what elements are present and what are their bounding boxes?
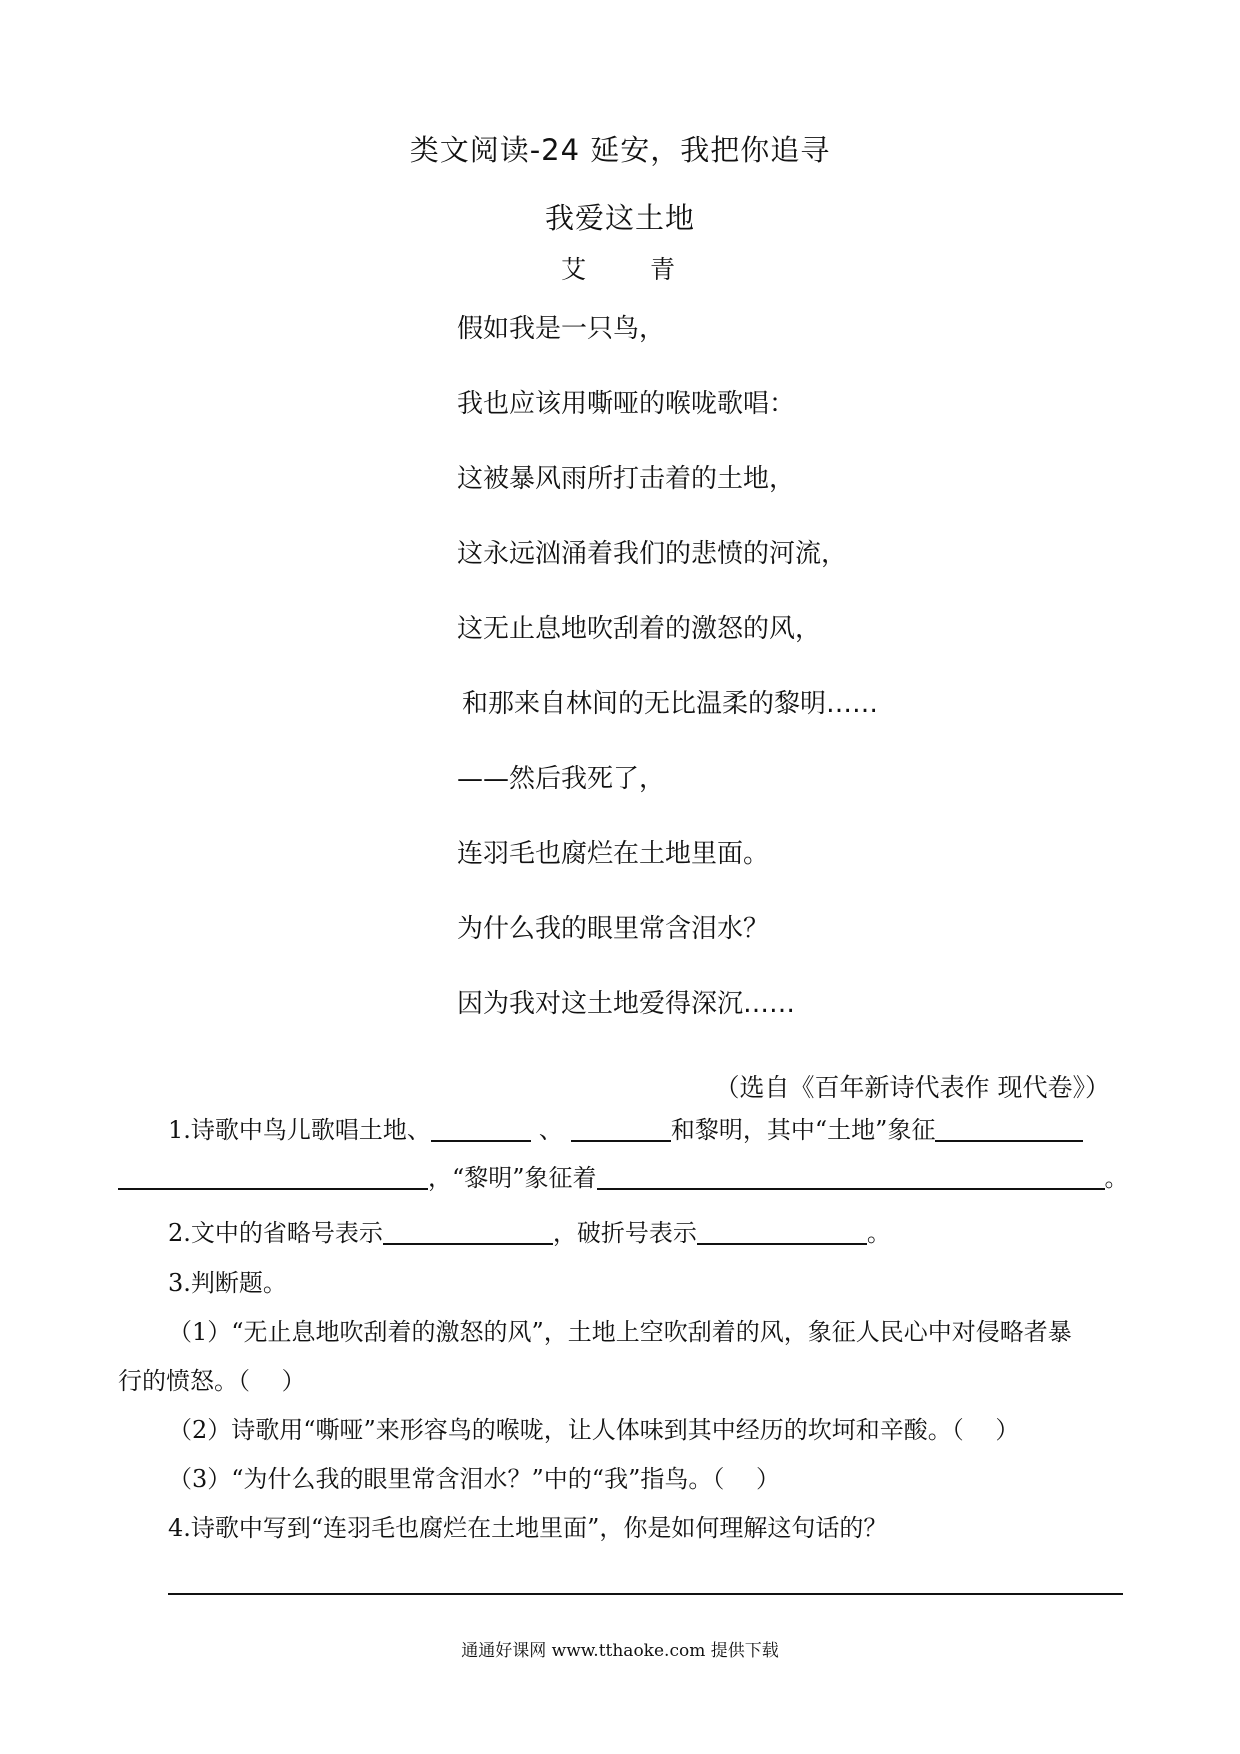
question-1-text-c: ，“黎明”象征着 <box>428 1164 597 1192</box>
question-3-1-line-1: （1）“无止息地吹刮着的激怒的风”，土地上空吹刮着的风，象征人民心中对侵略者暴 <box>168 1318 1072 1346</box>
poem-line: 和那来自林间的无比温柔的黎明…… <box>462 689 879 719</box>
question-3-2: （2）诗歌用“嘶哑”来形容鸟的喉咙，让人体味到其中经历的坎坷和辛酸。（ ） <box>168 1416 1020 1444</box>
question-2-end: 。 <box>866 1219 891 1247</box>
question-1-separator: 、 <box>538 1116 563 1144</box>
poem-title: 我爱这土地 <box>544 201 695 235</box>
question-1-line-2 <box>118 1162 1129 1194</box>
question-2-blank-1[interactable] <box>383 1217 553 1245</box>
question-1-blank-3[interactable] <box>935 1114 1083 1142</box>
question-1-blank-4[interactable] <box>118 1162 428 1190</box>
poem-body <box>457 312 878 1062</box>
question-1-blank-2[interactable] <box>571 1114 671 1142</box>
question-3-3: （3）“为什么我的眼里常含泪水？”中的“我”指鸟。（ ） <box>168 1465 780 1493</box>
poem-line: 因为我对这土地爱得深沉…… <box>457 989 796 1019</box>
question-2 <box>168 1217 891 1249</box>
poem-line: 这被暴风雨所打击着的土地， <box>457 464 796 494</box>
question-1-blank-5[interactable] <box>597 1162 1105 1190</box>
question-1-text-a: 1.诗歌中鸟儿歌唱土地、 <box>168 1116 431 1144</box>
question-1-text-b: 和黎明，其中“土地”象征 <box>670 1116 936 1144</box>
question-2-blank-2[interactable] <box>697 1217 867 1245</box>
question-4-answer-line[interactable] <box>168 1593 1123 1595</box>
poem-line: 我也应该用嘶哑的喉咙歌唱： <box>457 389 796 419</box>
poem-line: 假如我是一只鸟， <box>457 314 666 344</box>
question-3-1-line-2: 行的愤怒。（ ） <box>118 1367 306 1395</box>
document-title: 类文阅读-24 延安，我把你追寻 <box>409 133 831 167</box>
poem-line: 为什么我的眼里常含泪水？ <box>457 914 770 944</box>
poem-line: ——然后我死了， <box>457 764 666 794</box>
question-2-text-b: ，破折号表示 <box>552 1219 697 1247</box>
question-1-end: 。 <box>1104 1164 1129 1192</box>
question-3-heading: 3.判断题。 <box>168 1269 287 1297</box>
question-1-blank-1[interactable] <box>431 1114 531 1142</box>
question-1-line-1 <box>168 1114 1083 1146</box>
poem-author: 艾 青 <box>561 255 703 284</box>
question-4: 4.诗歌中写到“连羽毛也腐烂在土地里面”，你是如何理解这句话的？ <box>168 1514 888 1542</box>
question-2-text-a: 2.文中的省略号表示 <box>168 1219 383 1247</box>
poem-line: 这无止息地吹刮着的激怒的风， <box>457 614 822 644</box>
poem-line: 这永远汹涌着我们的悲愤的河流， <box>457 539 848 569</box>
poem-source: （选自《百年新诗代表作 现代卷》） <box>714 1073 1110 1102</box>
footer-text: 通通好课网 www.tthaoke.com 提供下载 <box>461 1641 779 1661</box>
poem-line: 连羽毛也腐烂在土地里面。 <box>457 839 770 869</box>
